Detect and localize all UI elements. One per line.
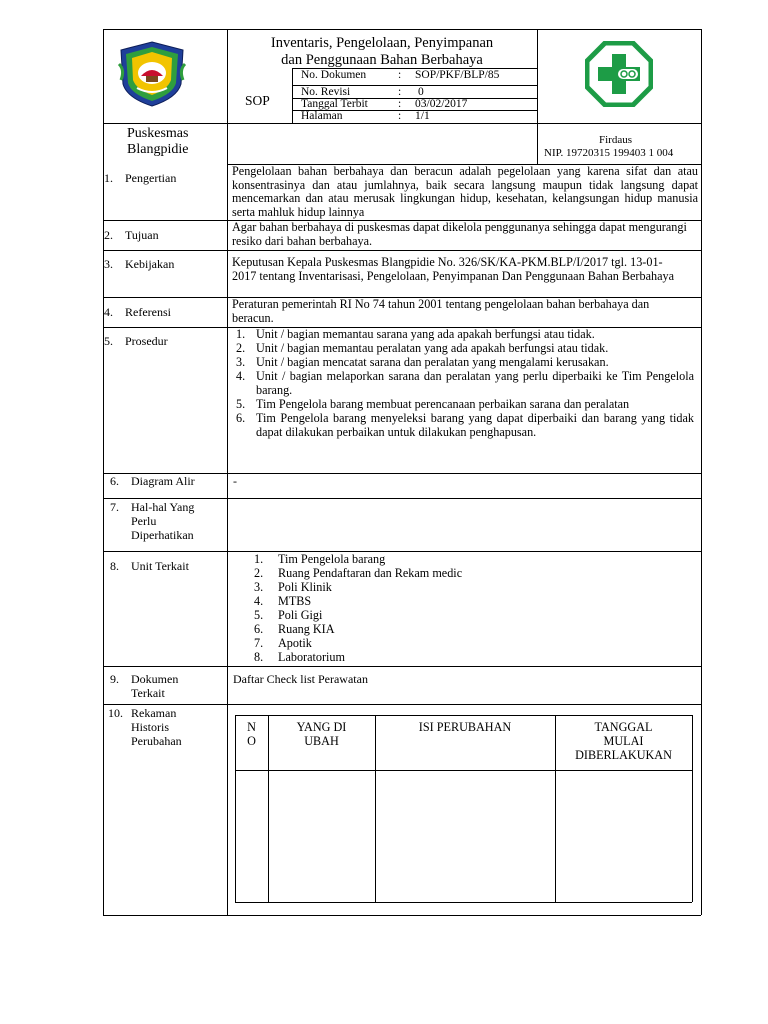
section-text-diagram: - [233,474,237,488]
section-label-pengertian: Pengertian [125,171,177,185]
section-text-referensi: Peraturan pemerintah RI No 74 tahun 2001 tentang pengelolaan bahan berbahaya dan beracun. [232,297,650,325]
meta-sep-terbit: : [398,98,402,110]
section-label-dokumen-line1: Dokumen [131,672,179,686]
meta-sep-halaman: : [398,110,402,122]
column-header-no: N O [247,720,256,748]
signer-nip: NIP. 19720315 199403 1 004 [544,147,674,159]
column-header-yang-diubah: YANG DI UBAH [296,720,347,748]
section-number: 8. [110,559,119,573]
procedure-list [236,327,694,439]
section-label-dokumen-line2: Terkait [131,686,165,700]
section-label-halhal-line1: Hal-hal Yang [131,500,195,514]
section-label-kebijakan: Kebijakan [125,257,175,271]
section-number: 7. [110,500,119,514]
meta-sep-dokumen: : [398,69,402,81]
section-label-halhal-line2: Perlu [131,514,157,528]
puskesmas-cross-icon [585,41,653,107]
list-item: 3. Poli Klinik [254,580,332,594]
list-item: 4. Unit / bagian melaporkan sarana dan peralatan yang perlu diperbaiki ke Tim Pengelola barang. [236,369,694,397]
section-text-dokumen: Daftar Check list Perawatan [233,672,368,686]
meta-value-terbit: 03/02/2017 [415,98,468,110]
list-item: 4. MTBS [254,594,312,608]
meta-label-terbit: Tanggal Terbit [301,98,368,110]
list-item: 1. Tim Pengelola barang [254,552,386,566]
sop-label: SOP [245,93,270,108]
list-item: 6. Tim Pengelola barang menyeleksi barang yang dapat diperbaiki dan barang yang tidak dapat dilakukan perbaikan untuk dilakukan penghapusan. [236,411,694,439]
section-label-prosedur: Prosedur [125,334,168,348]
org-name-line1: Puskesmas [127,126,189,141]
section-label-rekaman-line2: Historis [131,720,170,734]
column-header-isi-perubahan: ISI PERUBAHAN [418,720,512,734]
section-text-tujuan: Agar bahan berbahaya di puskesmas dapat dikelola penggunanya sehingga dapat mengurangi resiko dari bahan berbahaya. [232,220,687,248]
list-item: 6. Ruang KIA [254,622,335,636]
sop-title-line2: dan Penggunaan Bahan Berbahaya [281,52,483,68]
list-item: 5. Poli Gigi [254,608,323,622]
list-item: 5. Tim Pengelola barang membuat perencanaan perbaikan sarana dan peralatan [236,397,630,411]
meta-label-dokumen: No. Dokumen [301,69,367,81]
meta-value-halaman: 1/1 [415,110,430,122]
meta-value-dokumen: SOP/PKF/BLP/85 [415,69,500,81]
org-name-line2: Blangpidie [127,142,189,157]
section-number: 5. [104,334,113,348]
section-label-referensi: Referensi [125,305,171,319]
section-number: 9. [110,672,119,686]
meta-label-revisi: No. Revisi [301,86,351,98]
section-label-halhal-line3: Diperhatikan [131,528,194,542]
section-label-tujuan: Tujuan [125,228,159,242]
section-number: 6. [110,474,119,488]
meta-sep-revisi: : [398,86,402,98]
list-item: 7. Apotik [254,636,312,650]
section-text-kebijakan: Keputusan Kepala Puskesmas Blangpidie No. 326/SK/KA-PKM.BLP/I/2017 tgl. 13-01-2017 tentang Inventarisasi, Pengelolaan, Penyimpanan Dan Penggunaan Bahan Berbahaya [232,255,675,283]
sop-title-line1: Inventaris, Pengelolaan, Penyimpanan [270,35,494,51]
regional-seal-icon [117,40,187,108]
section-label-rekaman-line3: Perubahan [131,734,182,748]
unit-list [254,552,684,664]
section-number: 4. [104,305,113,319]
meta-label-halaman: Halaman [301,110,343,122]
list-item: 3. Unit / bagian mencatat sarana dan peralatan yang mengalami kerusakan. [236,355,609,369]
section-number: 3. [104,257,113,271]
list-item: 2. Ruang Pendaftaran dan Rekam medic [254,566,463,580]
section-label-diagram: Diagram Alir [131,474,195,488]
section-number: 1. [104,171,113,185]
column-header-tanggal: TANGGAL MULAI DIBERLAKUKAN [575,720,672,762]
list-item: 8. Laboratorium [254,650,346,664]
list-item: 2. Unit / bagian memantau peralatan yang ada apakah berfungsi atau tidak. [236,341,609,355]
section-label-unit: Unit Terkait [131,559,189,573]
section-number: 10. [108,706,123,720]
list-item: 1. Unit / bagian memantau sarana yang ada apakah berfungsi atau tidak. [236,327,595,341]
section-text-pengertian: Pengelolaan bahan berbahaya dan beracun adalah pegelolaan yang karena sifat dan atau konsentrasinya dan atau jumlahnya, baik secara langsung maupun tidak langsung dapat mencemarkan dan atau merusak lingkungan hidup, kesehatan, kelangsungan hidup manusia serta mahluk hidup lainnya [232,164,698,219]
signer-name: Firdaus [599,134,632,146]
meta-value-revisi: 0 [418,86,424,98]
section-label-rekaman-line1: Rekaman [131,706,177,720]
section-number: 2. [104,228,113,242]
